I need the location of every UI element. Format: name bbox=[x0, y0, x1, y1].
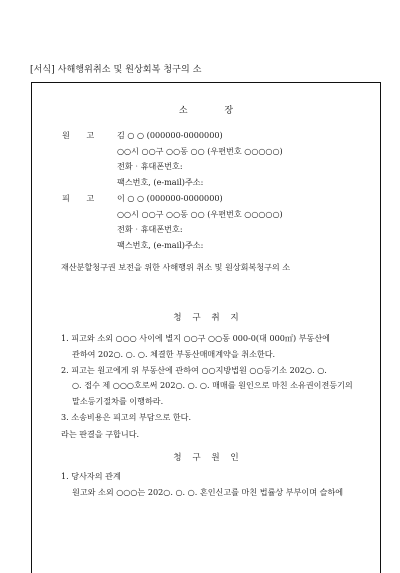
plaintiff-phone: 전화‧휴대폰번호: bbox=[117, 161, 183, 171]
document-title: 소 장 bbox=[178, 106, 234, 116]
claim-purpose-line: 2. 피고는 원고에게 위 부동산에 관하여 ○○지방법원 ○○등기소 202○. ○. bbox=[61, 365, 327, 375]
claim-cause-heading: 청 구 원 인 bbox=[173, 453, 239, 463]
defendant-label: 피 고 bbox=[62, 193, 95, 203]
claim-purpose-heading: 청 구 취 지 bbox=[173, 313, 239, 323]
defendant-fax-email: 팩스번호, (e-mail)주소: bbox=[117, 240, 204, 250]
defendant-address: ○○시 ○○구 ○○동 ○○ (우편번호 ○○○○○) bbox=[117, 209, 283, 219]
claim-purpose-line: 관하여 202○. ○. ○. 체결한 부동산매매계약을 취소한다. bbox=[72, 349, 276, 359]
claim-purpose-line: 라는 판결을 구합니다. bbox=[61, 429, 140, 439]
case-title: 재산분할청구권 보전을 위한 사해행위 취소 및 원상회복청구의 소 bbox=[61, 262, 291, 272]
claim-purpose-line: ○. 접수 제 ○○○호로써 202○. ○. ○. 매매를 원인으로 마친 소유권이전등기의 bbox=[72, 380, 353, 390]
plaintiff-fax-email: 팩스번호, (e-mail)주소: bbox=[117, 177, 204, 187]
plaintiff-address: ○○시 ○○구 ○○동 ○○ (우편번호 ○○○○○) bbox=[117, 146, 283, 156]
plaintiff-name: 김 ○ ○ (000000-0000000) bbox=[117, 130, 223, 140]
document-frame bbox=[31, 82, 381, 573]
defendant-phone: 전화‧휴대폰번호: bbox=[117, 224, 183, 234]
claim-purpose-line: 1. 피고와 소외 ○○○ 사이에 별지 ○○구 ○○동 000-0(대 000㎡) 부동산에 bbox=[61, 333, 330, 343]
claim-cause-line: 1. 당사자의 관계 bbox=[61, 471, 121, 481]
plaintiff-label: 원 고 bbox=[62, 130, 95, 140]
claim-cause-line: 원고와 소외 ○○○는 202○. ○. ○. 혼인신고를 마친 법률상 부부이며 슬하에 bbox=[72, 487, 344, 497]
defendant-name: 이 ○ ○ (000000-0000000) bbox=[117, 193, 223, 203]
claim-purpose-line: 3. 소송비용은 피고의 부담으로 한다. bbox=[61, 412, 192, 422]
form-header: [서식] 사해행위취소 및 원상회복 청구의 소 bbox=[30, 65, 202, 75]
claim-purpose-line: 말소등기절차를 이행하라. bbox=[72, 396, 164, 406]
